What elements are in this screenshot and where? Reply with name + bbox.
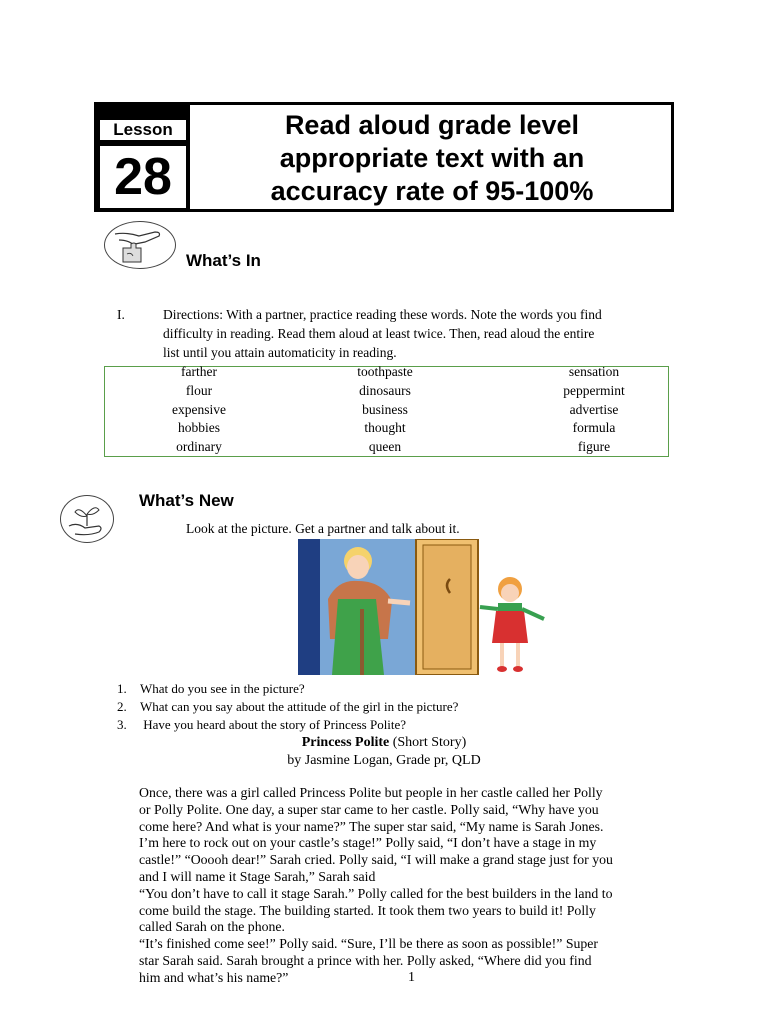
word: hobbies <box>178 420 220 436</box>
question-text: Have you heard about the story of Princess Polite? <box>140 717 407 732</box>
question-text: What can you say about the attitude of the girl in the picture? <box>140 699 459 714</box>
page-number: 1 <box>408 970 415 985</box>
story-title <box>0 734 768 752</box>
story-line: him and what’s his name?” <box>139 969 289 985</box>
story-line: castle!” “Ooooh dear!” Sarah cried. Polly said, “I will make a grand stage just for you <box>139 852 613 868</box>
story-line: and I will name it Stage Sarah,” Sarah said <box>139 868 376 884</box>
word: business <box>362 401 408 417</box>
word: advertise <box>569 401 619 417</box>
lesson-title-line: appropriate text with an <box>279 142 585 173</box>
directions-line: difficulty in reading. Read them aloud at least twice. Then, read aloud the entire <box>163 326 595 341</box>
word: flour <box>185 382 213 398</box>
word: expensive <box>172 401 226 417</box>
question-list <box>117 680 458 734</box>
word: queen <box>368 439 402 455</box>
word: dinosaurs <box>359 382 411 398</box>
word-list-table <box>104 366 669 457</box>
story-title-suffix: (Short Story) <box>389 735 467 750</box>
story-line: “You don’t have to call it stage Sarah.” Polly called for the best builders in the land to <box>139 885 613 901</box>
story-byline: by Jasmine Logan, Grade pr, QLD <box>287 753 481 768</box>
story-body <box>139 785 699 987</box>
story-line: or Polly Polite. One day, a super star came to her castle. Polly said, “Why have you <box>139 801 599 817</box>
hand-puzzle-icon <box>104 221 176 269</box>
lesson-title-line: accuracy rate of 95-100% <box>270 175 594 206</box>
whats-new-title: What’s New <box>139 491 234 510</box>
word-column <box>291 363 479 457</box>
hand-plant-icon <box>60 495 114 543</box>
story-line: Once, there was a girl called Princess Polite but people in her castle called her Polly <box>139 785 603 800</box>
word: farther <box>181 364 217 379</box>
directions-line: list until you attain automaticity in reading. <box>163 345 397 360</box>
story-line: called Sarah on the phone. <box>139 919 285 935</box>
question-item <box>117 716 458 734</box>
question-number: 3. <box>117 717 127 732</box>
directions-line: Directions: With a partner, practice reading these words. Note the words you find <box>163 307 602 322</box>
word: peppermint <box>563 382 625 398</box>
story-title-name: Princess Polite <box>301 735 390 750</box>
question-number: 2. <box>117 699 127 714</box>
word: toothpaste <box>357 364 413 379</box>
story-line: come here? And what is your name?” The super star said, “My name is Sarah Jones. <box>139 818 604 834</box>
story-line: come build the stage. The building started. It took them two years to build it! Polly <box>139 902 596 918</box>
lesson-title-line: Read aloud grade level <box>284 109 580 140</box>
lesson-title <box>192 106 672 210</box>
word: ordinary <box>176 439 222 455</box>
question-number: 1. <box>117 681 127 696</box>
roman-numeral: I. <box>117 307 125 322</box>
lesson-number: 28 <box>100 146 186 208</box>
word-column <box>500 363 688 457</box>
directions-text <box>163 305 683 362</box>
story-line: star Sarah said. Sarah brought a prince with her. Polly asked, “Where did you find <box>139 952 592 968</box>
story-line: I’m here to rock out on your castle’s stage!” Polly said, “I don’t have a stage in my <box>139 835 597 851</box>
question-item <box>117 680 458 698</box>
picture-instruction: Look at the picture. Get a partner and talk about it. <box>186 521 460 536</box>
question-text: What do you see in the picture? <box>140 681 305 696</box>
word: formula <box>572 420 616 436</box>
word: figure <box>577 439 611 455</box>
lesson-label: Lesson <box>113 120 173 139</box>
word: sensation <box>568 364 620 379</box>
lesson-label-box <box>100 120 186 140</box>
word-column <box>105 363 293 457</box>
word: thought <box>364 420 406 436</box>
story-line: “It’s finished come see!” Polly said. “Sure, I’ll be there as soon as possible!” Super <box>139 936 599 952</box>
whats-in-title: What’s In <box>186 251 261 270</box>
question-item <box>117 698 458 716</box>
illustration-old-woman-and-girl <box>298 539 550 675</box>
